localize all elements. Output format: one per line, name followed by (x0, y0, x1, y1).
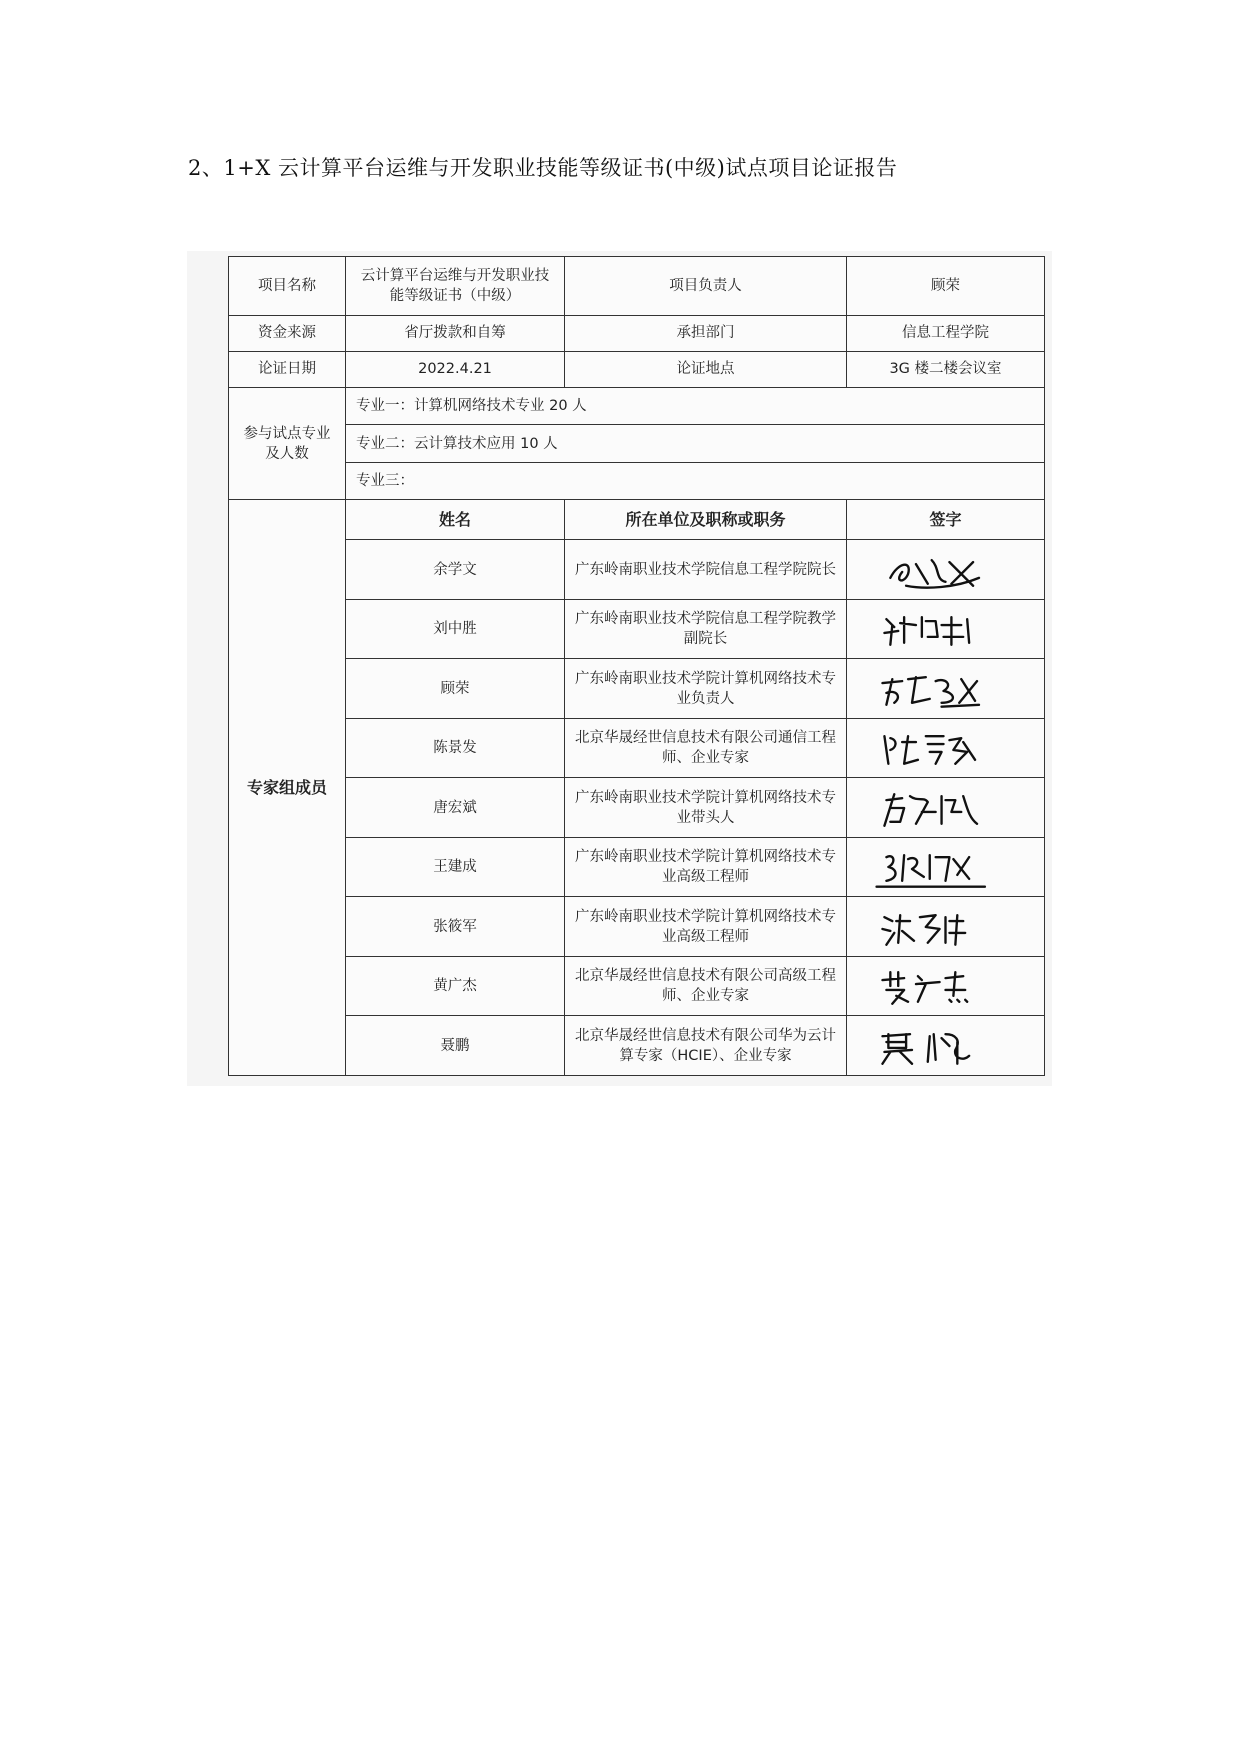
certificate-report-form (228, 256, 1045, 1076)
handwritten-signature (847, 960, 1044, 1012)
row-project-name (229, 257, 1045, 316)
expert-signature (847, 540, 1045, 600)
expert-name: 张筱军 (346, 897, 565, 957)
major-1: 专业一：计算机网络技术专业 20 人 (346, 388, 1045, 425)
expert-signature (847, 778, 1045, 838)
expert-unit: 广东岭南职业技术学院计算机网络技术专业带头人 (565, 778, 847, 838)
project-name-label: 项目名称 (229, 257, 346, 316)
col-sign-header: 签字 (847, 500, 1045, 540)
handwritten-signature (847, 901, 1044, 953)
expert-signature (847, 599, 1045, 659)
handwritten-signature (847, 841, 1044, 893)
expert-unit: 广东岭南职业技术学院信息工程学院教学副院长 (565, 599, 847, 659)
major-3: 专业三： (346, 462, 1045, 499)
document-heading: 2、1+X 云计算平台运维与开发职业技能等级证书(中级)试点项目论证报告 (188, 156, 898, 180)
expert-row (229, 659, 1045, 719)
expert-name: 顾荣 (346, 659, 565, 719)
expert-unit: 北京华晟经世信息技术有限公司通信工程师、企业专家 (565, 718, 847, 778)
expert-header-row (229, 500, 1045, 540)
col-unit-header: 所在单位及职称或职务 (565, 500, 847, 540)
date-label: 论证日期 (229, 351, 346, 387)
expert-unit: 广东岭南职业技术学院信息工程学院院长 (565, 540, 847, 600)
expert-row (229, 897, 1045, 957)
expert-name: 王建成 (346, 837, 565, 897)
majors-label: 参与试点专业及人数 (229, 388, 346, 500)
experts-label: 专家组成员 (229, 500, 346, 1076)
row-major-3 (229, 462, 1045, 499)
expert-row (229, 837, 1045, 897)
expert-signature (847, 837, 1045, 897)
row-funding (229, 315, 1045, 351)
expert-signature (847, 718, 1045, 778)
department-label: 承担部门 (565, 315, 847, 351)
handwritten-signature (847, 782, 1044, 834)
handwritten-signature (847, 663, 1044, 715)
funding-label: 资金来源 (229, 315, 346, 351)
expert-row (229, 540, 1045, 600)
expert-unit: 广东岭南职业技术学院计算机网络技术专业负责人 (565, 659, 847, 719)
expert-row (229, 599, 1045, 659)
expert-unit: 广东岭南职业技术学院计算机网络技术专业高级工程师 (565, 897, 847, 957)
expert-row (229, 956, 1045, 1016)
location-value: 3G 楼二楼会议室 (847, 351, 1045, 387)
expert-unit: 北京华晟经世信息技术有限公司华为云计算专家（HCIE）、企业专家 (565, 1016, 847, 1076)
expert-row (229, 718, 1045, 778)
expert-name: 刘中胜 (346, 599, 565, 659)
expert-unit: 广东岭南职业技术学院计算机网络技术专业高级工程师 (565, 837, 847, 897)
expert-signature (847, 897, 1045, 957)
project-lead-value: 顾荣 (847, 257, 1045, 316)
date-value: 2022.4.21 (346, 351, 565, 387)
expert-unit: 北京华晟经世信息技术有限公司高级工程师、企业专家 (565, 956, 847, 1016)
col-name-header: 姓名 (346, 500, 565, 540)
expert-row (229, 778, 1045, 838)
expert-name: 余学文 (346, 540, 565, 600)
expert-signature (847, 659, 1045, 719)
project-name-value: 云计算平台运维与开发职业技能等级证书（中级） (346, 257, 565, 316)
expert-name: 陈景发 (346, 718, 565, 778)
location-label: 论证地点 (565, 351, 847, 387)
expert-row (229, 1016, 1045, 1076)
expert-signature (847, 1016, 1045, 1076)
handwritten-signature (847, 603, 1044, 655)
expert-name: 聂鹏 (346, 1016, 565, 1076)
handwritten-signature (847, 544, 1044, 596)
row-major-1 (229, 388, 1045, 425)
expert-name: 唐宏斌 (346, 778, 565, 838)
row-major-2 (229, 425, 1045, 462)
handwritten-signature (847, 1020, 1044, 1072)
department-value: 信息工程学院 (847, 315, 1045, 351)
project-lead-label: 项目负责人 (565, 257, 847, 316)
row-date (229, 351, 1045, 387)
expert-name: 黄广杰 (346, 956, 565, 1016)
funding-value: 省厅拨款和自筹 (346, 315, 565, 351)
handwritten-signature (847, 722, 1044, 774)
major-2: 专业二：云计算技术应用 10 人 (346, 425, 1045, 462)
expert-signature (847, 956, 1045, 1016)
